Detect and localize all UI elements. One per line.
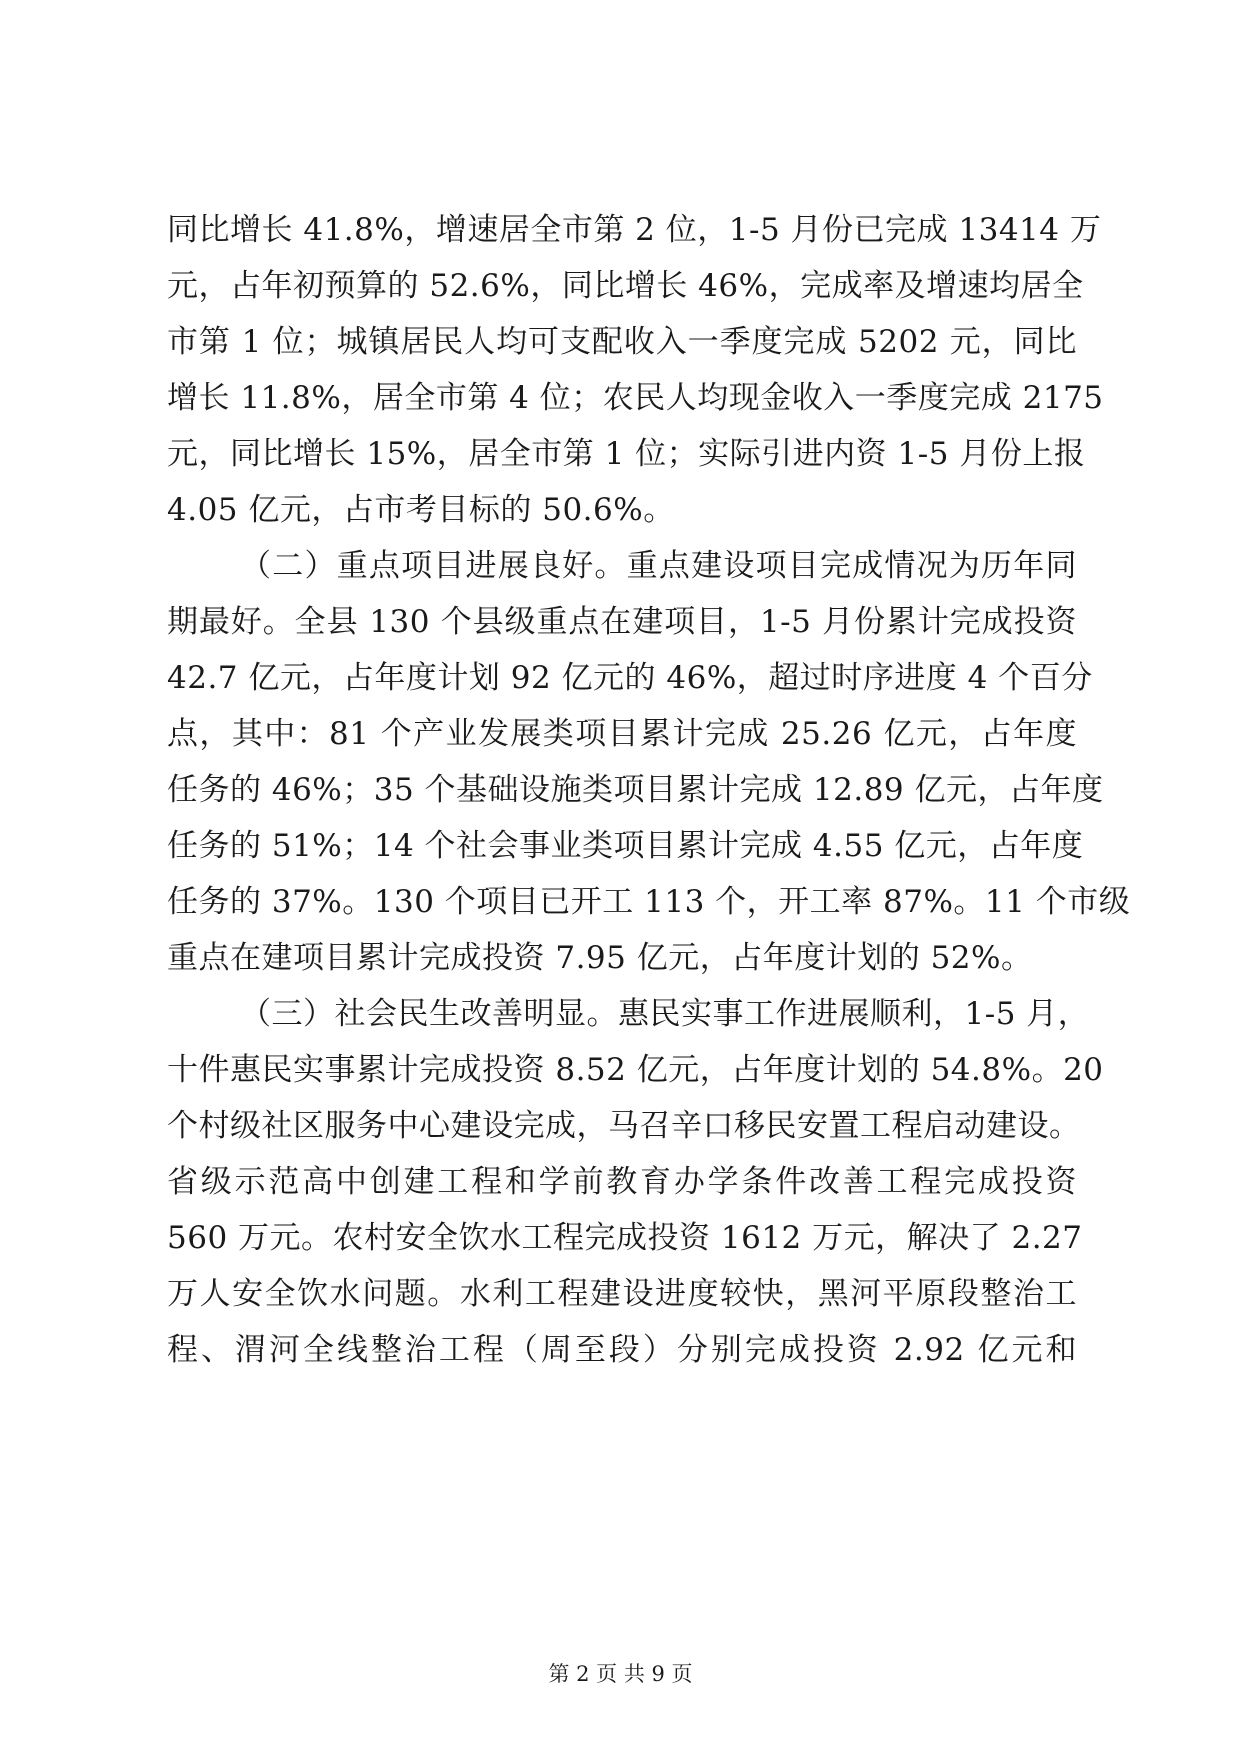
body-text-line: 560 万元。农村安全饮水工程完成投资 1612 万元，解决了 2.27 [167,1220,1083,1256]
body-text-line: 万人安全饮水问题。水利工程建设进度较快，黑河平原段整治工 [167,1276,1077,1312]
body-text-line: 同比增长 41.8%，增速居全市第 2 位，1-5 月份已完成 13414 万 [167,212,1102,248]
body-text-line: 42.7 亿元，占年度计划 92 亿元的 46%，超过时序进度 4 个百分 [167,660,1093,696]
body-text-line: 任务的 51%；14 个社会事业类项目累计完成 4.55 亿元，占年度 [167,828,1084,864]
body-text-line: 任务的 37%。130 个项目已开工 113 个，开工率 87%。11 个市级 [167,884,1131,920]
body-text-line: 期最好。全县 130 个县级重点在建项目，1-5 月份累计完成投资 [167,604,1077,640]
body-text-line: 省级示范高中创建工程和学前教育办学条件改善工程完成投资 [167,1164,1077,1200]
body-text-line: 4.05 亿元，占市考目标的 50.6%。 [167,492,675,528]
body-text-line: 点，其中：81 个产业发展类项目累计完成 25.26 亿元，占年度 [167,716,1077,752]
body-text-line: 增长 11.8%，居全市第 4 位；农民人均现金收入一季度完成 2175 [167,380,1104,416]
section-heading-line: （二）重点项目进展良好。重点建设项目完成情况为历年同 [240,548,1077,584]
body-text-line: 任务的 46%；35 个基础设施类项目累计完成 12.89 亿元，占年度 [167,772,1104,808]
body-text-line: 重点在建项目累计完成投资 7.95 亿元，占年度计划的 52%。 [167,940,1033,976]
body-text-line: 元，占年初预算的 52.6%，同比增长 46%，完成率及增速均居全 [167,268,1084,304]
body-text-line: 元，同比增长 15%，居全市第 1 位；实际引进内资 1-5 月份上报 [167,436,1086,472]
page-number-footer: 第 2 页 共 9 页 [548,1662,693,1686]
body-text-line: 个村级社区服务中心建设完成，马召辛口移民安置工程启动建设。 [167,1108,1081,1144]
section-heading-line: （三）社会民生改善明显。惠民实事工作进展顺利，1-5 月， [240,996,1090,1032]
body-text-line: 程、渭河全线整治工程（周至段）分别完成投资 2.92 亿元和 [167,1332,1077,1368]
body-text-line: 市第 1 位；城镇居民人均可支配收入一季度完成 5202 元，同比 [167,324,1077,360]
body-text-line: 十件惠民实事累计完成投资 8.52 亿元，占年度计划的 54.8%。20 [167,1052,1104,1088]
